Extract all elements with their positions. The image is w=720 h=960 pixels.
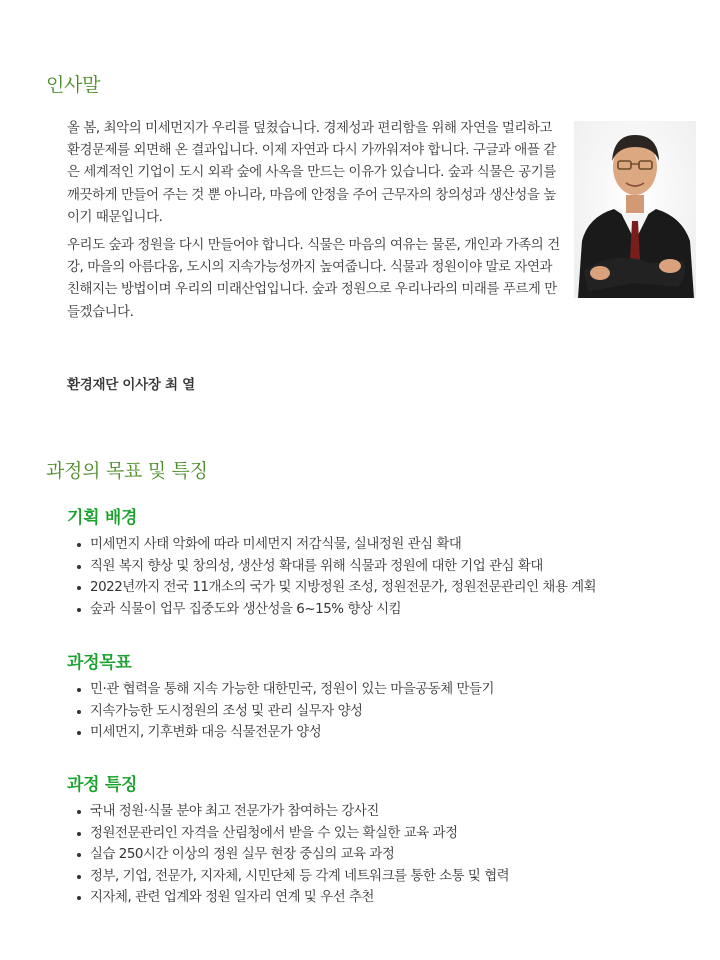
list-item: 지속가능한 도시정원의 조성 및 관리 실무자 양성 bbox=[77, 701, 494, 723]
course-title: 과정의 목표 및 특징 bbox=[46, 460, 208, 482]
signature: 환경재단 이사장 최 열 bbox=[67, 377, 195, 393]
list-item: 실습 250시간 이상의 정원 실무 현장 중심의 교육 과정 bbox=[77, 844, 509, 866]
list-item: 미세먼지 사태 악화에 따라 미세먼지 저감식물, 실내정원 관심 확대 bbox=[77, 534, 596, 556]
list-item: 민·관 협력을 통해 지속 가능한 대한민국, 정원이 있는 마을공동체 만들기 bbox=[77, 679, 494, 701]
section-features bbox=[67, 770, 509, 909]
greeting-title: 인사말 bbox=[46, 74, 101, 96]
list-item: 지자체, 관련 업계와 정원 일자리 연계 및 우선 추천 bbox=[77, 887, 509, 909]
list-item: 정부, 기업, 전문가, 지자체, 시민단체 등 각계 네트워크를 통한 소통 및 협력 bbox=[77, 866, 509, 888]
chairman-portrait bbox=[574, 121, 696, 298]
list-item: 미세먼지, 기후변화 대응 식물전문가 양성 bbox=[77, 722, 494, 744]
list-item: 국내 정원·식물 분야 최고 전문가가 참여하는 강사진 bbox=[77, 801, 509, 823]
section-background bbox=[67, 503, 596, 620]
list-item: 직원 복지 향상 및 창의성, 생산성 확대를 위해 식물과 정원에 대한 기업 관심 확대 bbox=[77, 556, 596, 578]
list-item: 2022년까지 전국 11개소의 국가 및 지방정원 조성, 정원전문가, 정원전문관리인 채용 계획 bbox=[77, 577, 596, 599]
section-goals bbox=[67, 648, 494, 744]
list-item: 정원전문관리인 자격을 산림청에서 받을 수 있는 확실한 교육 과정 bbox=[77, 823, 509, 845]
greeting-body bbox=[67, 118, 567, 330]
background-list bbox=[67, 534, 596, 620]
section-heading: 기획 배경 bbox=[67, 508, 138, 528]
section-heading: 과정 특징 bbox=[67, 775, 138, 795]
section-heading: 과정목표 bbox=[67, 653, 132, 673]
greeting-paragraph: 우리도 숲과 정원을 다시 만들어야 합니다. 식물은 마음의 여유는 물론, 개인과 가족의 건강, 마을의 아름다움, 도시의 지속가능성까지 높여줍니다. 식물과 정원이야 말로 자연과 친해지는 방법이며 우리의 미래산업입니다. 숲과 정원으로 우리나라의 미래를 푸르게 만들겠습니다. bbox=[67, 238, 560, 320]
list-item: 숲과 식물이 업무 집중도와 생산성을 6~15% 향상 시킴 bbox=[77, 599, 596, 621]
greeting-paragraph: 올 봄, 최악의 미세먼지가 우리를 덮쳤습니다. 경제성과 편리함을 위해 자연을 멀리하고 환경문제를 외면해 온 결과입니다. 이제 자연과 다시 가까워져야 합니다. 구글과 애플 같은 세계적인 기업이 도시 외곽 숲에 사옥을 만드는 이유가 있습니다. 숲과 식물은 공기를 깨끗하게 만들어 주는 것 뿐 아니라, 마음에 안정을 주어 근무자의 창의성과 생산성을 높이기 때문입니다. bbox=[67, 121, 556, 225]
goals-list bbox=[67, 679, 494, 744]
features-list bbox=[67, 801, 509, 909]
portrait-photo bbox=[574, 121, 696, 298]
